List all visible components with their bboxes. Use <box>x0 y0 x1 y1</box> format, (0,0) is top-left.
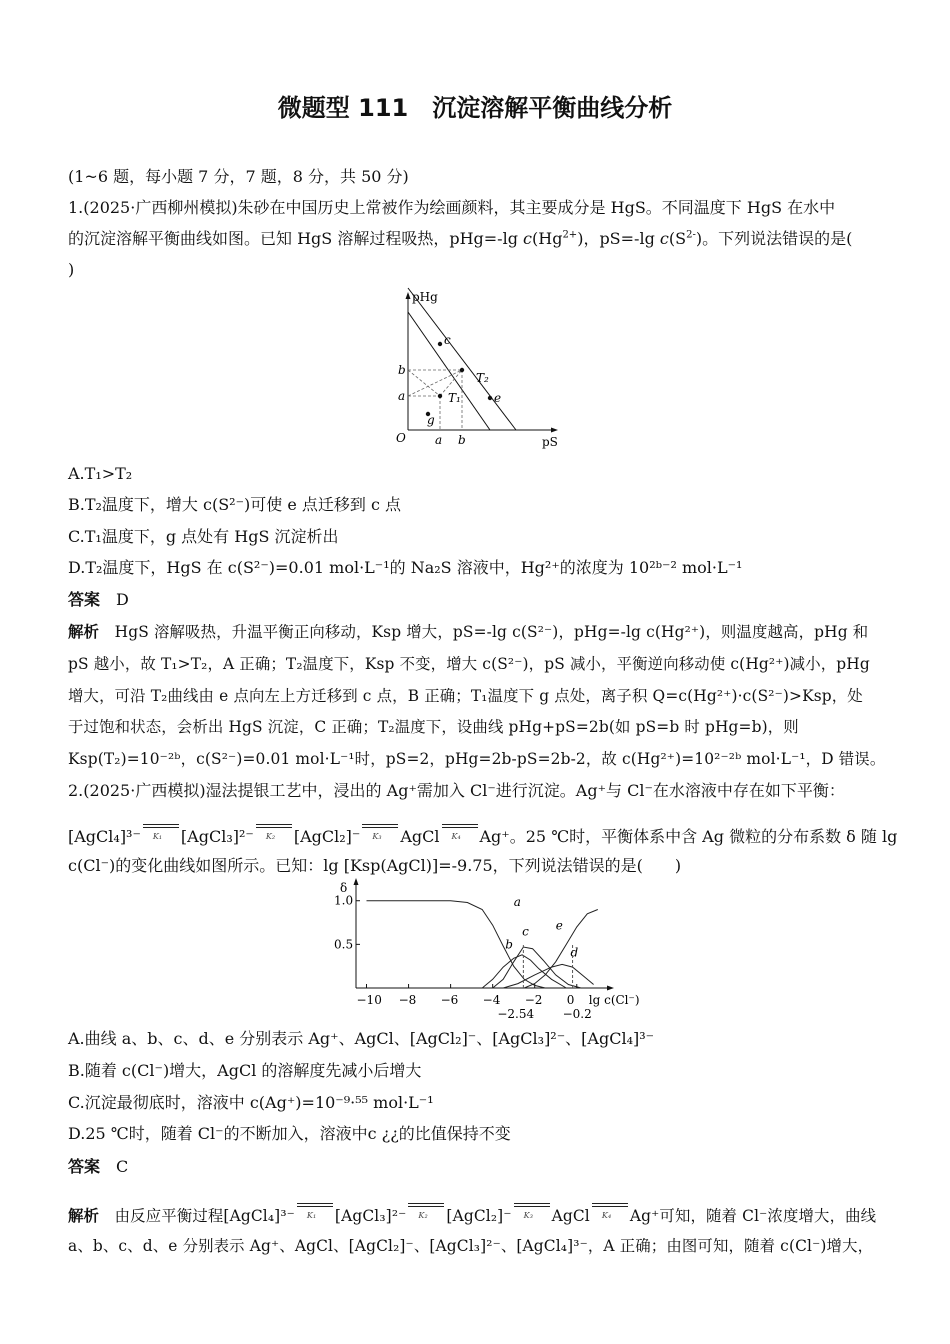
q1-point-g: g <box>427 413 435 427</box>
q1-stem-line3: ) <box>68 260 75 279</box>
score-note: (1~6 题，每小题 7 分，7 题，8 分，共 50 分) <box>68 167 409 186</box>
q1-y-axis-label: pHg <box>412 290 438 304</box>
x-axis-label: lg c(Cl⁻) <box>588 993 640 1007</box>
q1-y-tick-b: b <box>398 363 406 377</box>
q1-stem-line2: 的沉淀溶解平衡曲线如图。已知 HgS 溶解过程吸热，pHg=-lg $c(Hg^{2+})$，pS=-lg $c(S^{2-})$。下列说法错误的是( <box>68 229 853 248</box>
q1-x-tick-b: b <box>458 433 466 447</box>
q1-option-c: C.T₁温度下，g 点处有 HgS 沉淀析出 <box>68 527 339 546</box>
q2-equilibrium-line: [AgCl₄]³⁻ K₁ [AgCl₃]²⁻ K₂ [AgCl₂]⁻ K₃ AgCl K₄ Ag⁺。25 ℃时，平衡体系中含 Ag 微粒的分布系数 δ 随 lg <box>68 824 886 847</box>
q1-y-tick-a: a <box>398 389 406 403</box>
q1-answer-value: D <box>116 590 129 609</box>
q2-answer-label: 答案 <box>68 1157 101 1176</box>
q2-stem-line3: c(Cl⁻)的变化曲线如图所示。已知：lg [Ksp(AgCl)]=-9.75，下列说法错误的是( ) <box>68 856 682 875</box>
x-axis-arrow <box>607 986 614 991</box>
q1-explanation-line4: 于过饱和状态，会析出 HgS 沉淀，C 正确；T₂温度下，设曲线 pHg+pS=2b(如 pS=b 时 pHg=b)，则 <box>68 718 799 736</box>
x-tick-label: −4 <box>482 993 501 1007</box>
q1-option-a: A.T₁>T₂ <box>68 464 133 483</box>
annotation-label: −0.2 <box>562 1007 592 1021</box>
q2-option-b: B.随着 c(Cl⁻)增大，AgCl 的溶解度先减小后增大 <box>68 1061 422 1080</box>
q1-point-c: c <box>444 333 451 347</box>
x-tick-label: −2 <box>524 993 543 1007</box>
y-axis-arrow <box>354 878 359 885</box>
q1-stem-line1: 1.(2025·广西柳州模拟)朱砂在中国历史上常被作为绘画颜料，其主要成分是 HgS。不同温度下 HgS 在水中 <box>68 198 836 217</box>
series-b-curve <box>482 955 566 988</box>
q2-option-d: D.25 ℃时，随着 Cl⁻的不断加入，溶液中c ¿¿的比值保持不变 <box>68 1124 511 1143</box>
q2-stem-line1: 2.(2025·广西模拟)湿法提银工艺中，浸出的 Ag⁺需加入 Cl⁻进行沉淀。Ag⁺与 Cl⁻在水溶液中存在如下平衡： <box>68 781 845 800</box>
q2-option-a: A.曲线 a、b、c、d、e 分别表示 Ag⁺、AgCl、[AgCl₂]⁻、[AgCl₃]²⁻、[AgCl₄]³⁻ <box>68 1029 655 1048</box>
q1-x-axis-label: pS <box>542 435 558 449</box>
x-tick-label: −8 <box>398 993 417 1007</box>
q1-explanation-line2: pS 越小，故 T₁>T₂，A 正确；T₂温度下，Ksp 不变，增大 c(S²⁻)，pS 减小，平衡逆向移动使 c(Hg²⁺)减小，pHg <box>68 655 870 673</box>
q1-point-e: e <box>494 391 502 405</box>
x-tick-label: −10 <box>356 993 382 1007</box>
q1-label-t1: T₁ <box>448 391 461 405</box>
q1-label-t2: T₂ <box>476 371 489 385</box>
x-tick-label: −6 <box>440 993 459 1007</box>
q2-chart <box>330 880 640 1021</box>
y-tick-label: 1.0 <box>334 893 354 908</box>
q1-option-d: D.T₂温度下，HgS 在 c(S²⁻)=0.01 mol·L⁻¹的 Na₂S 溶液中，Hg²⁺的浓度为 10²ᵇ⁻² mol·L⁻¹ <box>68 558 743 577</box>
q1-x-tick-a: a <box>435 433 443 447</box>
q1-origin-label: O <box>396 431 406 445</box>
y-tick-label: 0.5 <box>334 937 354 952</box>
q1-option-b: B.T₂温度下，增大 c(S²⁻)可使 e 点迁移到 c 点 <box>68 495 402 514</box>
x-tick-label: 0 <box>566 993 575 1007</box>
series-c-label: c <box>522 924 529 939</box>
q1-answer-row <box>68 590 886 610</box>
q1-curve-t2 <box>408 288 516 430</box>
q2-option-c: C.沉淀最彻底时，溶液中 c(Ag⁺)=10⁻⁹·⁵⁵ mol·L⁻¹ <box>68 1093 434 1112</box>
q2-explanation-line1: 解析 由反应平衡过程[AgCl₄]³⁻ K₁ [AgCl₃]²⁻ K₂ [AgCl₂]⁻ K₃ AgCl K₄ Ag⁺可知，随着 Cl⁻浓度增大，曲线 <box>68 1203 886 1226</box>
series-e-label: e <box>555 918 563 933</box>
annotation-label: −2.54 <box>497 1007 535 1021</box>
q2-explanation-line2: a、b、c、d、e 分别表示 Ag⁺、AgCl、[AgCl₂]⁻、[AgCl₃]²⁻、[AgCl₄]³⁻，A 正确；由图可知，随着 c(Cl⁻)增大， <box>68 1237 874 1255</box>
q2-answer-value: C <box>116 1157 129 1176</box>
q1-figure <box>390 288 570 450</box>
q1-explanation-line1: 解析 HgS 溶解吸热，升温平衡正向移动，Ksp 增大，pS=-lg c(S²⁻)，pHg=-lg c(Hg²⁺)，则温度越高，pHg 和 <box>68 623 869 641</box>
q2-answer-row <box>68 1157 886 1177</box>
y-axis-label: δ <box>340 881 348 895</box>
q1-answer-label: 答案 <box>68 590 101 609</box>
series-a-label: a <box>513 894 521 909</box>
q1-explanation-line5: Ksp(T₂)=10⁻²ᵇ，c(S²⁻)=0.01 mol·L⁻¹时，pS=2，pHg=2b-pS=2b-2，故 c(Hg²⁺)=10²⁻²ᵇ mol·L⁻¹，D 错误。 <box>68 750 886 768</box>
q1-explanation-line3: 增大，可沿 T₂曲线由 e 点向左上方迁移到 c 点，B 正确；T₁温度下 g 点处，离子积 Q=c(Hg²⁺)·c(S²⁻)>Ksp，处 <box>68 687 863 705</box>
page-title: 微题型 111 沉淀溶解平衡曲线分析 <box>277 94 673 122</box>
series-d-label: d <box>570 945 579 960</box>
series-b-label: b <box>505 937 513 952</box>
series-a-curve <box>367 901 546 988</box>
